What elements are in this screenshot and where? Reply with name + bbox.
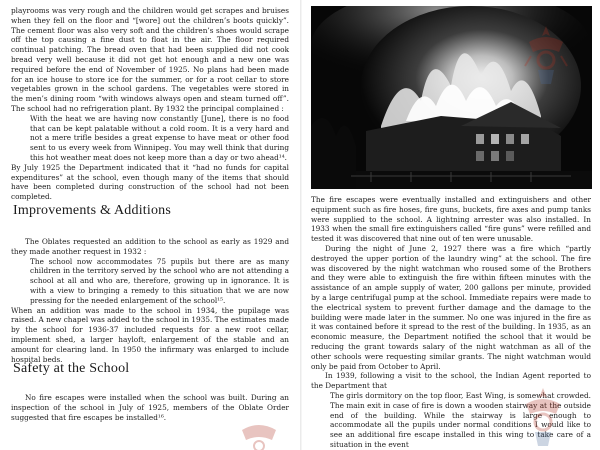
paragraph: By July 1925 the Department indicated that it “had no funds for capital expenditures” at the school, even though many of the items that should have been completed during construction of the school had not been completed. (11, 162, 289, 202)
block-quote: The girls dormitory on the top floor, East Wing, is somewhat crowded. The main exit in case of fire is down a wooden stairway at the outside end of the building. While the stairway is large enough to accommodate all the pupils under normal conditions I would like to see an additional fire escape installed in this wing to take care of a situation in the event (330, 390, 591, 449)
block-quote: With the heat we are having now constantly [June], there is no food that can be kept palatable without a cold room. It is a very hard and not a mere trifle besides a great expense to have meat or other food sent to us every week from Winnipeg. You may well think that during this hot weather meat does not keep more than a day or two ahead¹⁴. (30, 113, 289, 162)
paragraph: In 1939, following a visit to the school, the Indian Agent reported to the Department that (311, 371, 591, 391)
paragraph: The Oblates requested an addition to the school as early as 1929 and they made another request in 1932 : (11, 237, 289, 256)
paragraph: During the night of June 2, 1927 there was a fire which “partly destroyed the upper portion of the laundry wing” at the school. The fire was discovered by the night watchman who roused some of the Brothers and they were able to extinguish the fire within fifteen minutes with the assistance of an ample supply of water, 200 gallons per minute, provided by a large centrifugal pump at the school. Immediate repairs were made to the electrical system to prevent further damage and the damage to the building were made later in the summer. No one was injured in the fire as it was contained before it spread to the rest of the building. In 1935, as an economic measure, the Department notified the school that it would be reducing the grant towards salary of the night watchman as all of the other schools were requesting similar grants. The night watchman would only be paid from October to April. (311, 243, 591, 371)
left-column-top (11, 6, 289, 202)
paragraph: The fire escapes were eventually installed and extinguishers and other equipment such as fire hoses, fire guns, buckets, fire axes and pump tanks were supplied to the school. A lightning arrester was also installed. In 1933 when the small fire extinguishers called “fire guns” were refilled and tested it was discovered that nine out of ten were unusable. (311, 195, 591, 244)
paragraph: playrooms was very rough and the children would get scrapes and bruises when they fell on the floor and “[wore] out the children’s boots quickly”. The cement floor was also very soft and the children’s shoes would scrape off the top causing a fine dust to float in the air. The floor required continual patching. The bread oven that had been supplied did not cook bread very well because it did not get hot enough and a new one was required before the end of November of 1925. No plans had been made for an ice house to store ice for the summer, or for a root cellar to store vegetables grown in the school gardens. The vegetables were stored in the men’s dining room “with windows always open and steam turned off”. The school had no refrigeration plant. By 1932 the principal complained : (11, 6, 289, 113)
emblem-watermark-icon (236, 420, 282, 450)
paragraph: No fire escapes were installed when the school was built. During an inspection of the school in July of 1925, members of the Oblate Order suggested that fire escapes be installed¹⁶. (11, 393, 289, 422)
left-column-improvements (11, 237, 289, 364)
paragraph: When an addition was made to the school in 1934, the pupilage was raised. A new chapel was added to the school in 1935. The estimates made by the school for 1936-37 included requests for a new root cellar, implement shed, a larger hayloft, enlargement of the stable and an amount for clearing land. In 1950 the infirmary was enlarged to include hospital beds. (11, 305, 289, 364)
section-heading-safety: Safety at the School (13, 361, 130, 376)
emblem-watermark-icon (520, 384, 566, 450)
section-heading-improvements: Improvements & Additions (13, 203, 172, 218)
left-column-safety (11, 393, 289, 422)
block-quote: The school now accommodates 75 pupils but there are as many children in the territory served by the school who are not attending a school at all and who are, therefore, growing up in ignorance. It is with a view to bringing a remedy to this situation that we are now pressing for the needed enlargement of the school¹⁵. (30, 256, 289, 305)
page-gutter (300, 0, 302, 450)
emblem-watermark-icon (523, 22, 569, 88)
